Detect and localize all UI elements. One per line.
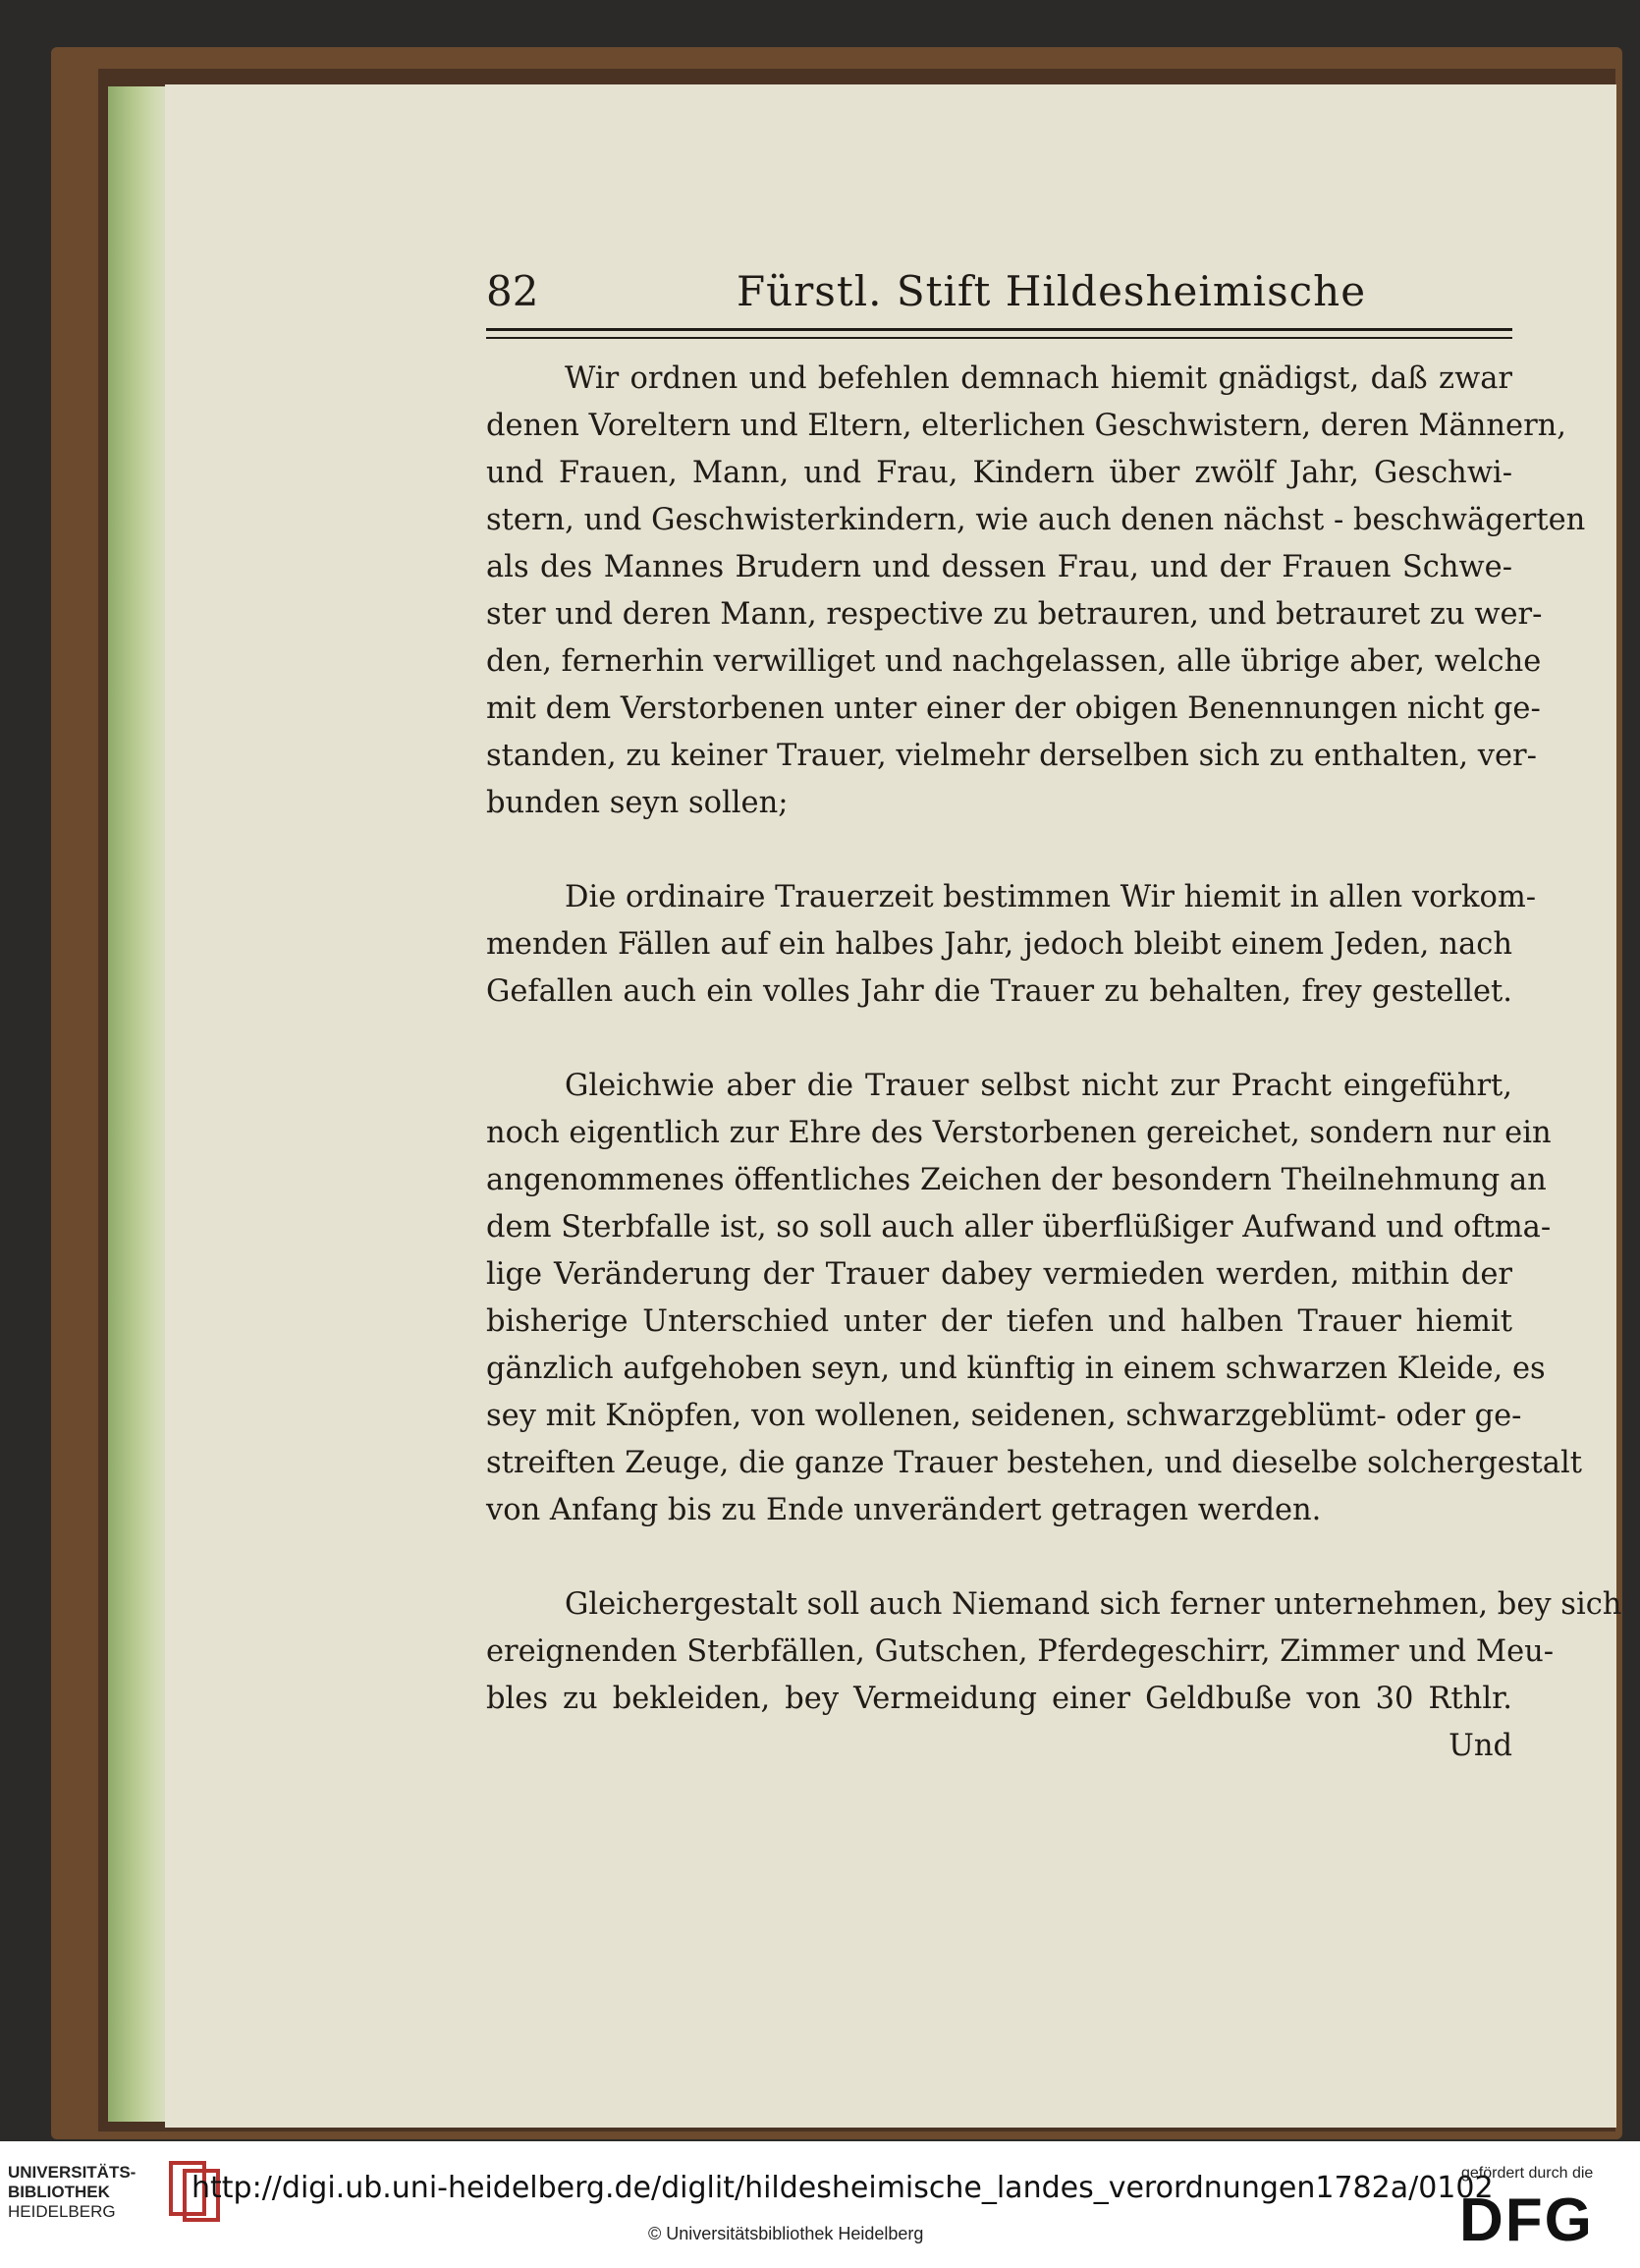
text-line: ereignenden Sterbfällen, Gutschen, Pferdegeschirr, Zimmer und Meu-: [486, 1634, 1555, 1669]
text-line: dem Sterbfalle ist, so soll auch aller überflüßiger Aufwand und oftma-: [486, 1210, 1552, 1245]
text-line: angenommenes öffentliches Zeichen der besondern Theilnehmung an: [486, 1163, 1547, 1197]
header-rule: [486, 328, 1512, 339]
page-header: [486, 267, 1512, 316]
text-line: bles zu bekleiden, bey Vermeidung einer Geldbuße von 30 Rthlr.: [486, 1682, 1512, 1716]
copyright-notice: © Universitätsbibliothek Heidelberg: [648, 2224, 924, 2243]
paragraph-1: [486, 356, 1586, 827]
viewer-footer: [0, 2141, 1640, 2268]
text-line: bisherige Unterschied unter der tiefen und halben Trauer hiemit: [486, 1304, 1512, 1339]
library-name-line: HEIDELBERG: [8, 2202, 116, 2221]
text-line: stern, und Geschwisterkindern, wie auch denen nächst - beschwägerten: [486, 503, 1586, 537]
text-line: mit dem Verstorbenen unter einer der obigen Benennungen nicht ge-: [486, 691, 1541, 726]
text-line: Gleichwie aber die Trauer selbst nicht zur Pracht eingeführt,: [565, 1069, 1512, 1103]
page-edges: [108, 86, 173, 2122]
paragraph-3: [486, 1063, 1582, 1534]
text-line: Gleichergestalt soll auch Niemand sich ferner unternehmen, bey sich: [565, 1587, 1622, 1622]
text-line: menden Fällen auf ein halbes Jahr, jedoch bleibt einem Jeden, nach: [486, 927, 1512, 962]
text-line: als des Mannes Brudern und dessen Frau, und der Frauen Schwe-: [486, 550, 1512, 584]
text-line: Wir ordnen und befehlen demnach hiemit gnädigst, daß zwar: [565, 361, 1512, 396]
text-line: Gefallen auch ein volles Jahr die Trauer zu behalten, frey gestellet.: [486, 974, 1512, 1009]
paragraph-4: [486, 1581, 1622, 1723]
text-line: und Frauen, Mann, und Frau, Kindern über zwölf Jahr, Geschwi-: [486, 456, 1512, 490]
text-line: standen, zu keiner Trauer, vielmehr derselben sich zu enthalten, ver-: [486, 739, 1537, 773]
text-line: von Anfang bis zu Ende unverändert getragen werden.: [486, 1493, 1322, 1527]
page-body: [486, 356, 1622, 1770]
text-line: sey mit Knöpfen, von wollenen, seidenen, schwarzgeblümt- oder ge-: [486, 1399, 1522, 1433]
running-head: Fürstl. Stift Hildesheimische: [737, 267, 1367, 315]
page-number: 82: [486, 267, 539, 315]
text-line: noch eigentlich zur Ehre des Verstorbenen gereichet, sondern nur ein: [486, 1116, 1552, 1150]
library-name-line: UNIVERSITÄTS-: [8, 2163, 137, 2182]
text-line: Die ordinaire Trauerzeit bestimmen Wir hiemit in allen vorkom-: [565, 880, 1537, 914]
library-name-line: BIBLIOTHEK: [8, 2183, 110, 2201]
text-line: gänzlich aufgehoben seyn, und künftig in einem schwarzen Kleide, es: [486, 1352, 1546, 1386]
paragraph-2: [486, 874, 1537, 1016]
text-line: bunden seyn sollen;: [486, 786, 789, 820]
text-line: denen Voreltern und Eltern, elterlichen Geschwistern, deren Männern,: [486, 409, 1566, 443]
text-line: lige Veränderung der Trauer dabey vermieden werden, mithin der: [486, 1257, 1512, 1292]
library-logo[interactable]: [8, 2163, 136, 2222]
text-line: streiften Zeuge, die ganze Trauer bestehen, und dieselbe solchergestalt: [486, 1446, 1582, 1480]
funded-by-label: gefördert durch die: [1461, 2165, 1594, 2182]
permalink-url[interactable]: http://digi.ub.uni-heidelberg.de/diglit/hildesheimische_landes_verordnungen1782a/0102: [191, 2171, 1494, 2205]
catchword: Und: [1449, 1729, 1512, 1763]
text-line: ster und deren Mann, respective zu betrauren, und betrauret zu wer-: [486, 597, 1543, 632]
dfg-logo[interactable]: DFG: [1459, 2186, 1594, 2254]
text-line: den, fernerhin verwilliget und nachgelassen, alle übrige aber, welche: [486, 644, 1542, 679]
